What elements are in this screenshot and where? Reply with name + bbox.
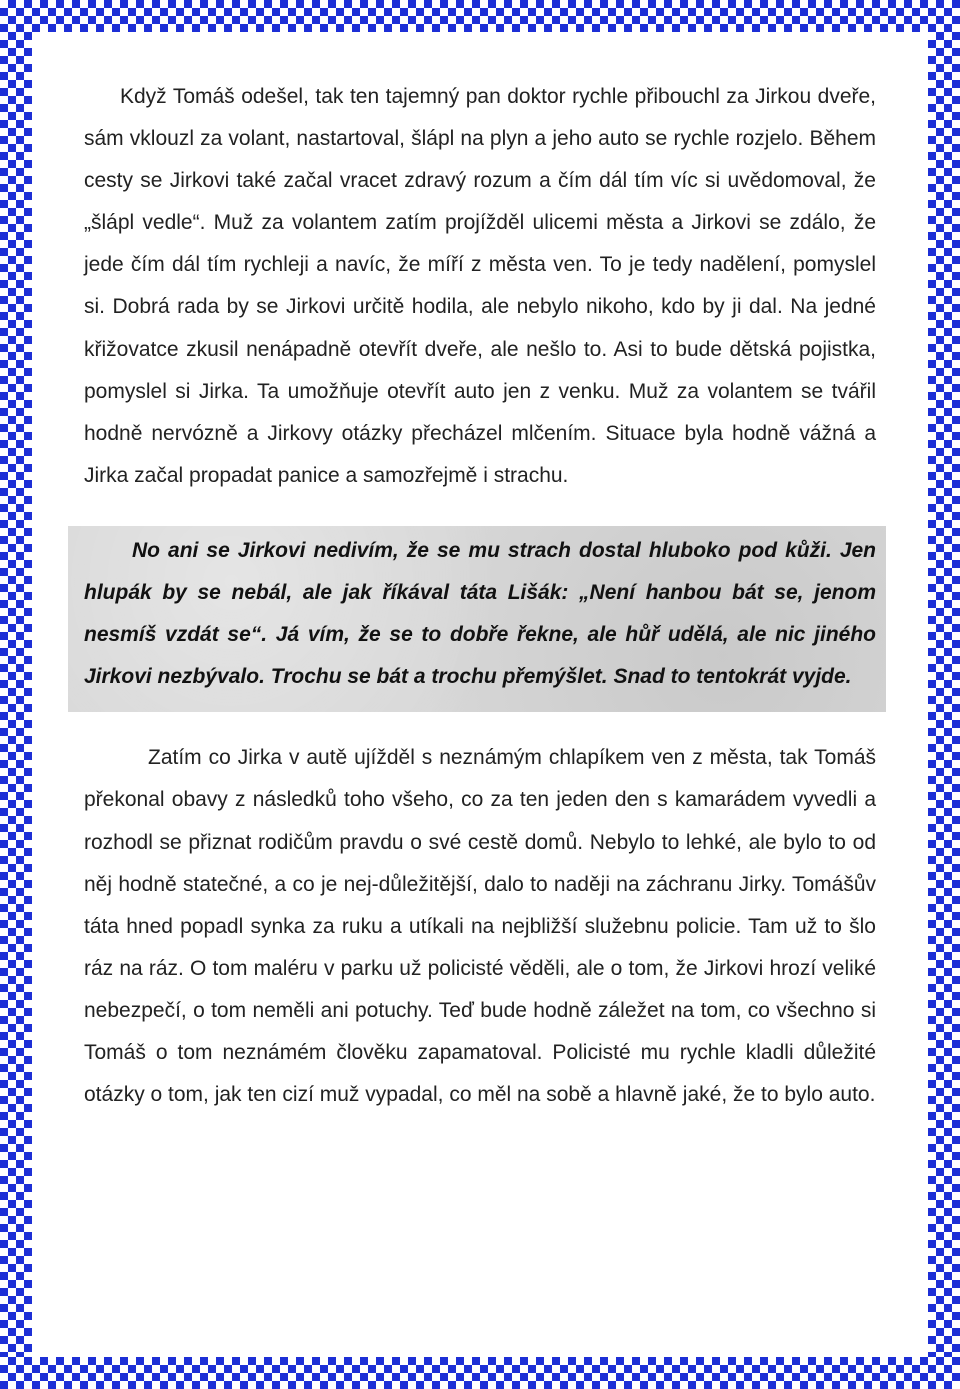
checkered-border-right: [928, 32, 960, 1357]
page-content: [84, 76, 876, 1116]
checkered-border-bottom: [0, 1357, 960, 1389]
story-paragraph-1: Když Tomáš odešel, tak ten tajemný pan doktor rychle přibouchl za Jirkou dveře, sám vklouzl za volant, nastartoval, šlápl na plyn a jeho auto se rychle rozjelo. Během cesty se Jirkovi také začal vracet zdravý rozum a čím dál tím víc si uvědomoval, že „šlápl vedle“. Muž za volantem zatím projížděl ulicemi města a Jirkovi se zdálo, že jede čím dál tím rychleji a navíc, že míří z města ven. To je tedy nadělení, pomyslel si. Dobrá rada by se Jirkovi určitě hodila, ale nebylo nikoho, kdo by ji dal. Na jedné křižovatce zkusil nenápadně otevřít dveře, ale nešlo to. Asi to bude dětská pojistka, pomyslel si Jirka. Ta umožňuje otevřít auto jen z venku. Muž za volantem se tvářil hodně nervózně a Jirkovy otázky přecházel mlčením. Situace byla hodně vážná a Jirka začal propadat panice a samozřejmě i strachu.: [84, 85, 876, 487]
narrator-comment-text: No ani se Jirkovi nedivím, že se mu strach dostal hluboko pod kůži. Jen hlupák by se nebál, ale jak říkával táta Lišák: „Není hanbou bát se, jenom nesmíš vzdát se“. Já vím, že se to dobře řekne, ale hůř udělá, ale nic jiného Jirkovi nezbývalo. Trochu se bát a trochu přemýšlet. Snad to tentokrát vyjde.: [84, 538, 876, 689]
checkered-border-top: [0, 0, 960, 32]
story-paragraph-2: Zatím co Jirka v autě ujížděl s neznámým chlapíkem ven z města, tak Tomáš překonal obavy z následků toho všeho, co za ten jeden den s kamarádem vyvedli a rozhodl se přiznat rodičům pravdu o své cestě domů. Nebylo to lehké, ale bylo to od něj hodně statečné, a co je nej-důležitější, dalo to naději na záchranu Jirky. Tomášův táta hned popadl synka za ruku a utíkali na nejbližší služebnu policie. Tam už to šlo ráz na ráz. O tom maléru v parku už policisté věděli, ale o tom, že Jirkovi hrozí veliké nebezpečí, o tom neměli ani potuchy. Teď bude hodně záležet na tom, co všechno si Tomáš o tom neznámém člověku zapamatoval. Policisté mu rychle kladli důležité otázky o tom, jak ten cizí muž vypadal, co měl na sobě a hlavně jaké, že to bylo auto.: [84, 746, 876, 1107]
checkered-border-left: [0, 32, 32, 1357]
narrator-comment-box: [68, 526, 886, 712]
